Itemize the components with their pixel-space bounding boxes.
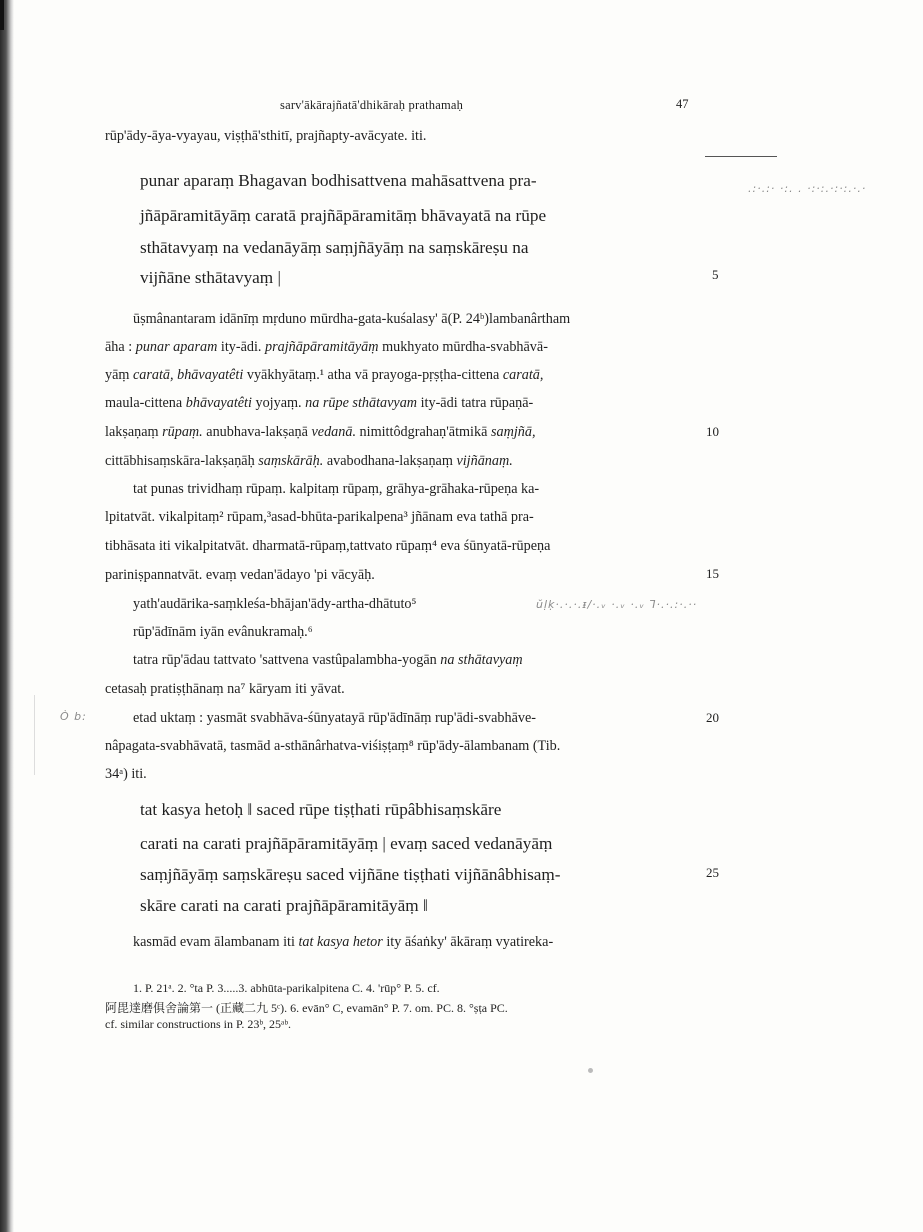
text-line: carati na carati prajñāpāramitāyāṃ | evaṃ saced vedanāyāṃ [140,834,553,853]
text-line: cetasaḥ pratiṣṭhānaṃ na⁷ kāryam iti yāvat. [105,681,345,697]
text-line: yāṃ caratā, bhāvayatêti vyākhyātaṃ.¹ atha vā prayoga-pṛṣṭha-cittena caratā, [105,367,544,383]
margin-mark [34,695,35,775]
handwritten-note: Ò b: [60,710,87,723]
line-number: 5 [712,267,719,282]
text-line: āha : punar aparam ity-ādi. prajñāpāramitāyāṃ mukhyato mūrdha-svabhāvā- [105,339,548,355]
text-line: yath'audārika-saṃkleśa-bhājan'ādy-artha-dhātuto⁵ [133,596,417,612]
text-line: skāre carati na carati prajñāpāramitāyāṃ ‖ [140,896,428,915]
line-number: 10 [706,424,719,439]
text-line: vijñāne sthātavyaṃ | [140,268,281,287]
text-line: rūp'ādy-āya-vyayau, viṣṭhā'sthitī, prajñapty-avācyate. iti. [105,128,427,144]
footnote-line: 阿毘達磨俱舍論第一 (正藏二九 5ᶜ). 6. evān° C, evamān° P. 7. om. PC. 8. °ṣṭa PC. [105,1001,508,1015]
line-number: 20 [706,710,719,725]
text-line: kasmād evam ālambanam iti tat kasya hetor ity āśaṅky' ākāraṃ vyatireka- [133,934,554,950]
text-line: tat kasya hetoḥ ‖ saced rūpe tiṣṭhati rūpâbhisaṃskāre [140,800,502,819]
text-line: rūp'ādīnām iyān evânukramaḥ.⁶ [133,624,313,640]
line-number: 25 [706,865,719,880]
text-line: etad uktaṃ : yasmāt svabhāva-śūnyatayā rūp'ādīnāṃ rup'ādi-svabhāve- [133,710,537,726]
text-line: saṃjñāyāṃ saṃskāreṣu saced vijñāne tiṣṭhati vijñānâbhisaṃ- [140,865,561,884]
paper-speck [588,1068,593,1073]
handwritten-note: .:·.:· ·:. . ·:·:.·:·:.·.· [748,182,867,195]
text-line: maula-cittena bhāvayatêti yojyaṃ. na rūpe sthātavyam ity-ādi tatra rūpaṇā- [105,395,534,411]
handwritten-note: ŭḷḳ·.·.·.ᵻ/·.ᵥ ·.ᵥ ·.ᵥ ⅂·.·.:·.·· [536,598,698,611]
text-line: punar aparaṃ Bhagavan bodhisattvena mahāsattvena pra- [140,171,537,190]
text-line: lpitatvāt. vikalpitaṃ² rūpam,³asad-bhūta-parikalpena³ jñānam eva tathā pra- [105,509,534,525]
text-line: cittābhisaṃskāra-lakṣaṇāḥ saṃskārāḥ. avabodhana-lakṣaṇaṃ vijñānaṃ. [105,453,513,469]
text-line: jñāpāramitāyāṃ caratā prajñāpāramitāṃ bhāvayatā na rūpe [140,206,547,225]
running-header: sarv'ākārajñatā'dhikāraḥ prathamaḥ [280,98,464,112]
text-line: ūṣmânantaram idānīṃ mṛduno mūrdha-gata-kuśalasy' ā(P. 24ᵇ)lambanârtham [133,311,571,327]
text-line: pariniṣpannatvāt. evaṃ vedan'ādayo 'pi vācyāḥ. [105,567,375,583]
text-line: 34ᵃ) iti. [105,766,147,782]
binding-edge [0,0,4,30]
footnote-line: cf. similar constructions in P. 23ᵇ, 25ᵃᵇ. [105,1017,292,1031]
text-line: lakṣaṇaṃ rūpaṃ. anubhava-lakṣaṇā vedanā. nimittôdgrahaṇ'ātmikā saṃjñā, [105,424,536,440]
text-line: nâpagata-svabhāvatā, tasmād a-sthānârhatva-viśiṣṭaṃ⁸ rūp'ādy-ālambanam (Tib. [105,738,561,754]
text-line: tatra rūp'ādau tattvato 'sattvena vastûpalambha-yogān na sthātavyaṃ [133,652,523,668]
margin-rule [705,156,777,157]
text-line: tibhāsata iti vikalpitatvāt. dharmatā-rūpaṃ,tattvato rūpaṃ⁴ eva śūnyatā-rūpeṇa [105,538,551,554]
line-number: 15 [706,566,719,581]
footnote-line: 1. P. 21ᵃ. 2. °ta P. 3.....3. abhūta-parikalpitena C. 4. 'rūp° P. 5. cf. [133,981,440,995]
page-number: 47 [676,97,689,111]
text-line: sthātavyaṃ na vedanāyāṃ saṃjñāyāṃ na saṃskāreṣu na [140,238,529,257]
text-line: tat punas trividhaṃ rūpaṃ. kalpitaṃ rūpaṃ, grāhya-grāhaka-rūpeṇa ka- [133,481,540,497]
binding-shadow [0,0,14,1232]
